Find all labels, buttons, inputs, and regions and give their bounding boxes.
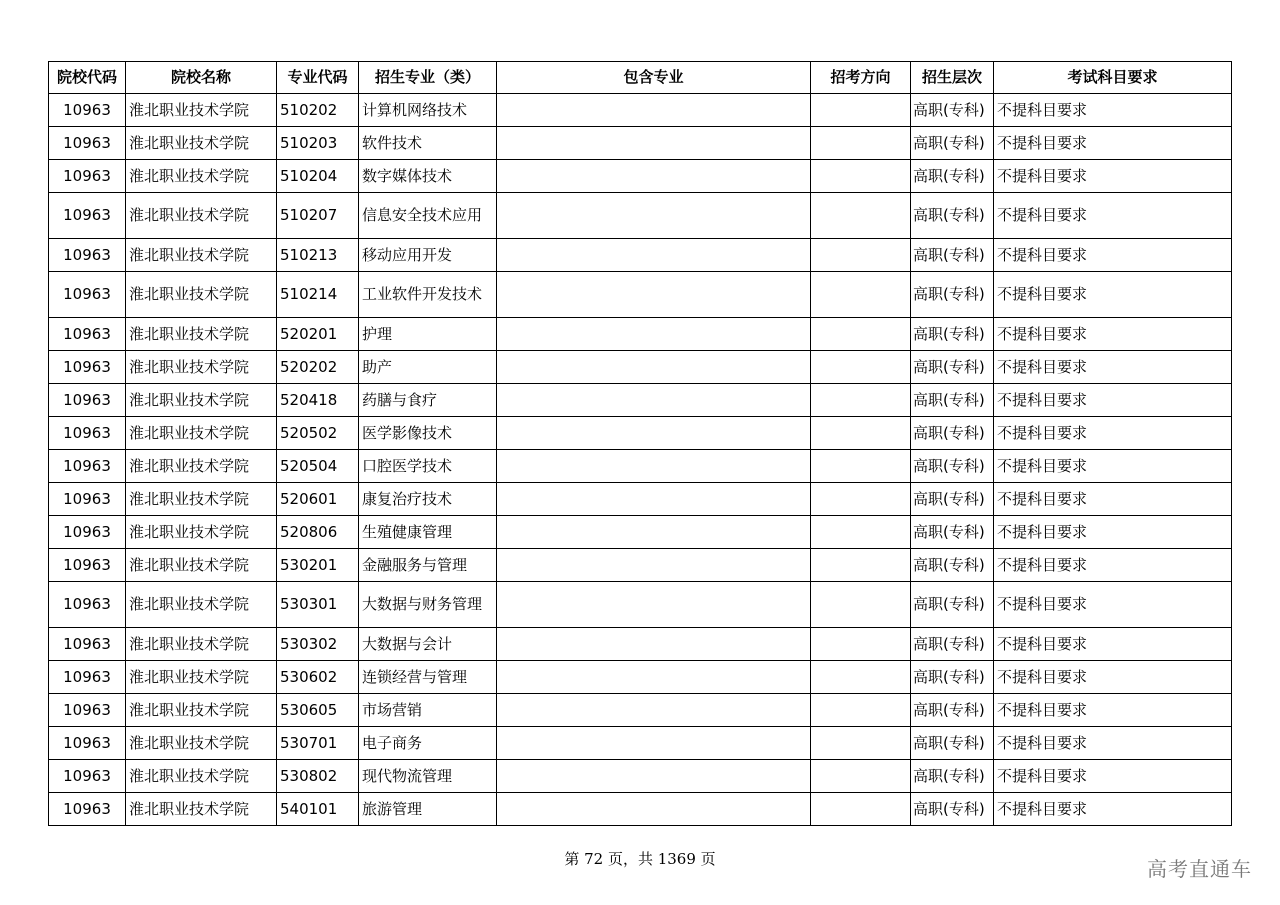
cell-major-code: 510203: [277, 127, 359, 160]
cell-major: 现代物流管理: [359, 760, 497, 793]
cell-school-code: 10963: [49, 727, 126, 760]
cell-major-code: 530201: [277, 549, 359, 582]
cell-major-code: 520418: [277, 384, 359, 417]
cell-school-name: 淮北职业技术学院: [126, 760, 277, 793]
cell-school-code: 10963: [49, 582, 126, 628]
table-row: [49, 94, 1232, 127]
cell-school-name: 淮北职业技术学院: [126, 516, 277, 549]
cell-direction: [811, 727, 911, 760]
cell-school-code: 10963: [49, 127, 126, 160]
cell-major: 旅游管理: [359, 793, 497, 826]
cell-included-majors: [497, 483, 811, 516]
cell-school-code: 10963: [49, 160, 126, 193]
cell-major-code: 520601: [277, 483, 359, 516]
table-row: [49, 582, 1232, 628]
header-school-code: 院校代码: [49, 62, 126, 94]
cell-major: 医学影像技术: [359, 417, 497, 450]
cell-major: 金融服务与管理: [359, 549, 497, 582]
cell-direction: [811, 760, 911, 793]
cell-level: 高职(专科): [911, 661, 994, 694]
cell-major: 生殖健康管理: [359, 516, 497, 549]
cell-major: 助产: [359, 351, 497, 384]
cell-direction: [811, 483, 911, 516]
cell-level: 高职(专科): [911, 549, 994, 582]
cell-requirement: 不提科目要求: [994, 351, 1232, 384]
cell-included-majors: [497, 694, 811, 727]
cell-level: 高职(专科): [911, 694, 994, 727]
header-level: 招生层次: [911, 62, 994, 94]
cell-level: 高职(专科): [911, 351, 994, 384]
cell-requirement: 不提科目要求: [994, 661, 1232, 694]
cell-included-majors: [497, 450, 811, 483]
cell-major-code: 530302: [277, 628, 359, 661]
header-major: 招生专业（类）: [359, 62, 497, 94]
cell-major: 软件技术: [359, 127, 497, 160]
cell-school-code: 10963: [49, 628, 126, 661]
cell-included-majors: [497, 193, 811, 239]
cell-major: 工业软件开发技术: [359, 272, 497, 318]
watermark-logo-text: 高考直通车: [1147, 857, 1252, 881]
cell-direction: [811, 793, 911, 826]
cell-requirement: 不提科目要求: [994, 549, 1232, 582]
cell-direction: [811, 661, 911, 694]
table-row: [49, 318, 1232, 351]
cell-school-name: 淮北职业技术学院: [126, 318, 277, 351]
cell-direction: [811, 318, 911, 351]
cell-included-majors: [497, 127, 811, 160]
header-included-majors: 包含专业: [497, 62, 811, 94]
cell-direction: [811, 193, 911, 239]
cell-level: 高职(专科): [911, 94, 994, 127]
cell-major: 市场营销: [359, 694, 497, 727]
cell-major: 药膳与食疗: [359, 384, 497, 417]
cell-requirement: 不提科目要求: [994, 384, 1232, 417]
header-direction: 招考方向: [811, 62, 911, 94]
cell-level: 高职(专科): [911, 127, 994, 160]
table-row: [49, 760, 1232, 793]
cell-school-code: 10963: [49, 793, 126, 826]
table-row: [49, 351, 1232, 384]
cell-major-code: 530802: [277, 760, 359, 793]
cell-requirement: 不提科目要求: [994, 694, 1232, 727]
cell-major: 信息安全技术应用: [359, 193, 497, 239]
cell-major-code: 530301: [277, 582, 359, 628]
cell-requirement: 不提科目要求: [994, 450, 1232, 483]
cell-requirement: 不提科目要求: [994, 272, 1232, 318]
table-row: [49, 661, 1232, 694]
cell-level: 高职(专科): [911, 727, 994, 760]
table-row: [49, 727, 1232, 760]
cell-requirement: 不提科目要求: [994, 239, 1232, 272]
cell-school-code: 10963: [49, 760, 126, 793]
cell-school-code: 10963: [49, 661, 126, 694]
cell-direction: [811, 351, 911, 384]
cell-level: 高职(专科): [911, 272, 994, 318]
cell-requirement: 不提科目要求: [994, 760, 1232, 793]
cell-direction: [811, 516, 911, 549]
cell-school-code: 10963: [49, 694, 126, 727]
cell-level: 高职(专科): [911, 793, 994, 826]
cell-requirement: 不提科目要求: [994, 483, 1232, 516]
cell-requirement: 不提科目要求: [994, 127, 1232, 160]
cell-requirement: 不提科目要求: [994, 582, 1232, 628]
table-row: [49, 516, 1232, 549]
cell-included-majors: [497, 661, 811, 694]
cell-school-name: 淮北职业技术学院: [126, 239, 277, 272]
table-row: [49, 549, 1232, 582]
cell-school-name: 淮北职业技术学院: [126, 351, 277, 384]
cell-level: 高职(专科): [911, 417, 994, 450]
header-requirement: 考试科目要求: [994, 62, 1232, 94]
cell-major-code: 520504: [277, 450, 359, 483]
cell-level: 高职(专科): [911, 450, 994, 483]
cell-requirement: 不提科目要求: [994, 628, 1232, 661]
cell-major-code: 510213: [277, 239, 359, 272]
cell-school-name: 淮北职业技术学院: [126, 661, 277, 694]
cell-direction: [811, 272, 911, 318]
cell-school-name: 淮北职业技术学院: [126, 582, 277, 628]
cell-requirement: 不提科目要求: [994, 318, 1232, 351]
cell-direction: [811, 450, 911, 483]
cell-major-code: 510214: [277, 272, 359, 318]
table-row: [49, 272, 1232, 318]
cell-school-code: 10963: [49, 318, 126, 351]
cell-major: 电子商务: [359, 727, 497, 760]
cell-major-code: 520201: [277, 318, 359, 351]
cell-school-name: 淮北职业技术学院: [126, 94, 277, 127]
cell-school-name: 淮北职业技术学院: [126, 793, 277, 826]
table-row: [49, 127, 1232, 160]
cell-level: 高职(专科): [911, 239, 994, 272]
cell-school-code: 10963: [49, 272, 126, 318]
cell-school-code: 10963: [49, 193, 126, 239]
table-row: [49, 628, 1232, 661]
cell-school-name: 淮北职业技术学院: [126, 450, 277, 483]
cell-major: 计算机网络技术: [359, 94, 497, 127]
cell-direction: [811, 94, 911, 127]
cell-level: 高职(专科): [911, 760, 994, 793]
cell-requirement: 不提科目要求: [994, 516, 1232, 549]
cell-direction: [811, 239, 911, 272]
cell-requirement: 不提科目要求: [994, 417, 1232, 450]
cell-level: 高职(专科): [911, 628, 994, 661]
cell-level: 高职(专科): [911, 483, 994, 516]
cell-school-name: 淮北职业技术学院: [126, 272, 277, 318]
header-major-code: 专业代码: [277, 62, 359, 94]
cell-school-name: 淮北职业技术学院: [126, 384, 277, 417]
cell-included-majors: [497, 417, 811, 450]
cell-major-code: 510207: [277, 193, 359, 239]
cell-major: 大数据与会计: [359, 628, 497, 661]
cell-school-name: 淮北职业技术学院: [126, 628, 277, 661]
cell-school-name: 淮北职业技术学院: [126, 193, 277, 239]
cell-school-name: 淮北职业技术学院: [126, 127, 277, 160]
cell-direction: [811, 628, 911, 661]
cell-included-majors: [497, 272, 811, 318]
table-row: [49, 384, 1232, 417]
cell-major-code: 520502: [277, 417, 359, 450]
cell-major-code: 530701: [277, 727, 359, 760]
cell-school-code: 10963: [49, 516, 126, 549]
cell-school-code: 10963: [49, 94, 126, 127]
cell-included-majors: [497, 318, 811, 351]
header-school-name: 院校名称: [126, 62, 277, 94]
cell-included-majors: [497, 760, 811, 793]
cell-level: 高职(专科): [911, 516, 994, 549]
cell-included-majors: [497, 239, 811, 272]
cell-school-code: 10963: [49, 549, 126, 582]
cell-school-name: 淮北职业技术学院: [126, 483, 277, 516]
cell-school-name: 淮北职业技术学院: [126, 549, 277, 582]
cell-major-code: 530605: [277, 694, 359, 727]
cell-major-code: 540101: [277, 793, 359, 826]
cell-direction: [811, 160, 911, 193]
cell-requirement: 不提科目要求: [994, 193, 1232, 239]
cell-included-majors: [497, 384, 811, 417]
cell-school-code: 10963: [49, 239, 126, 272]
cell-major-code: 510202: [277, 94, 359, 127]
cell-level: 高职(专科): [911, 193, 994, 239]
cell-school-name: 淮北职业技术学院: [126, 727, 277, 760]
cell-direction: [811, 417, 911, 450]
cell-direction: [811, 549, 911, 582]
admissions-table-sheet: [48, 61, 1232, 826]
page-number: 第 72 页，共 1369 页: [564, 850, 716, 868]
table-row: [49, 450, 1232, 483]
cell-included-majors: [497, 727, 811, 760]
header-row: [49, 62, 1232, 94]
table-body: [49, 94, 1232, 826]
cell-major: 大数据与财务管理: [359, 582, 497, 628]
cell-included-majors: [497, 351, 811, 384]
cell-major: 口腔医学技术: [359, 450, 497, 483]
cell-included-majors: [497, 793, 811, 826]
cell-school-name: 淮北职业技术学院: [126, 694, 277, 727]
table-header: [49, 62, 1232, 94]
cell-included-majors: [497, 94, 811, 127]
cell-school-code: 10963: [49, 384, 126, 417]
admissions-table: [48, 61, 1232, 826]
cell-school-name: 淮北职业技术学院: [126, 160, 277, 193]
table-row: [49, 417, 1232, 450]
cell-requirement: 不提科目要求: [994, 160, 1232, 193]
cell-requirement: 不提科目要求: [994, 94, 1232, 127]
cell-school-code: 10963: [49, 450, 126, 483]
cell-major: 数字媒体技术: [359, 160, 497, 193]
cell-direction: [811, 384, 911, 417]
cell-major: 护理: [359, 318, 497, 351]
cell-direction: [811, 694, 911, 727]
table-row: [49, 694, 1232, 727]
cell-school-code: 10963: [49, 417, 126, 450]
cell-level: 高职(专科): [911, 160, 994, 193]
cell-school-code: 10963: [49, 351, 126, 384]
cell-level: 高职(专科): [911, 384, 994, 417]
cell-direction: [811, 582, 911, 628]
cell-major-code: 530602: [277, 661, 359, 694]
cell-direction: [811, 127, 911, 160]
cell-major: 移动应用开发: [359, 239, 497, 272]
table-row: [49, 793, 1232, 826]
cell-included-majors: [497, 628, 811, 661]
cell-major: 康复治疗技术: [359, 483, 497, 516]
cell-level: 高职(专科): [911, 582, 994, 628]
cell-school-name: 淮北职业技术学院: [126, 417, 277, 450]
cell-major: 连锁经营与管理: [359, 661, 497, 694]
cell-major-code: 520202: [277, 351, 359, 384]
cell-included-majors: [497, 582, 811, 628]
cell-school-code: 10963: [49, 483, 126, 516]
cell-requirement: 不提科目要求: [994, 793, 1232, 826]
table-row: [49, 483, 1232, 516]
table-row: [49, 193, 1232, 239]
cell-major-code: 510204: [277, 160, 359, 193]
cell-included-majors: [497, 160, 811, 193]
cell-requirement: 不提科目要求: [994, 727, 1232, 760]
cell-included-majors: [497, 549, 811, 582]
cell-level: 高职(专科): [911, 318, 994, 351]
cell-included-majors: [497, 516, 811, 549]
table-row: [49, 239, 1232, 272]
cell-major-code: 520806: [277, 516, 359, 549]
table-row: [49, 160, 1232, 193]
